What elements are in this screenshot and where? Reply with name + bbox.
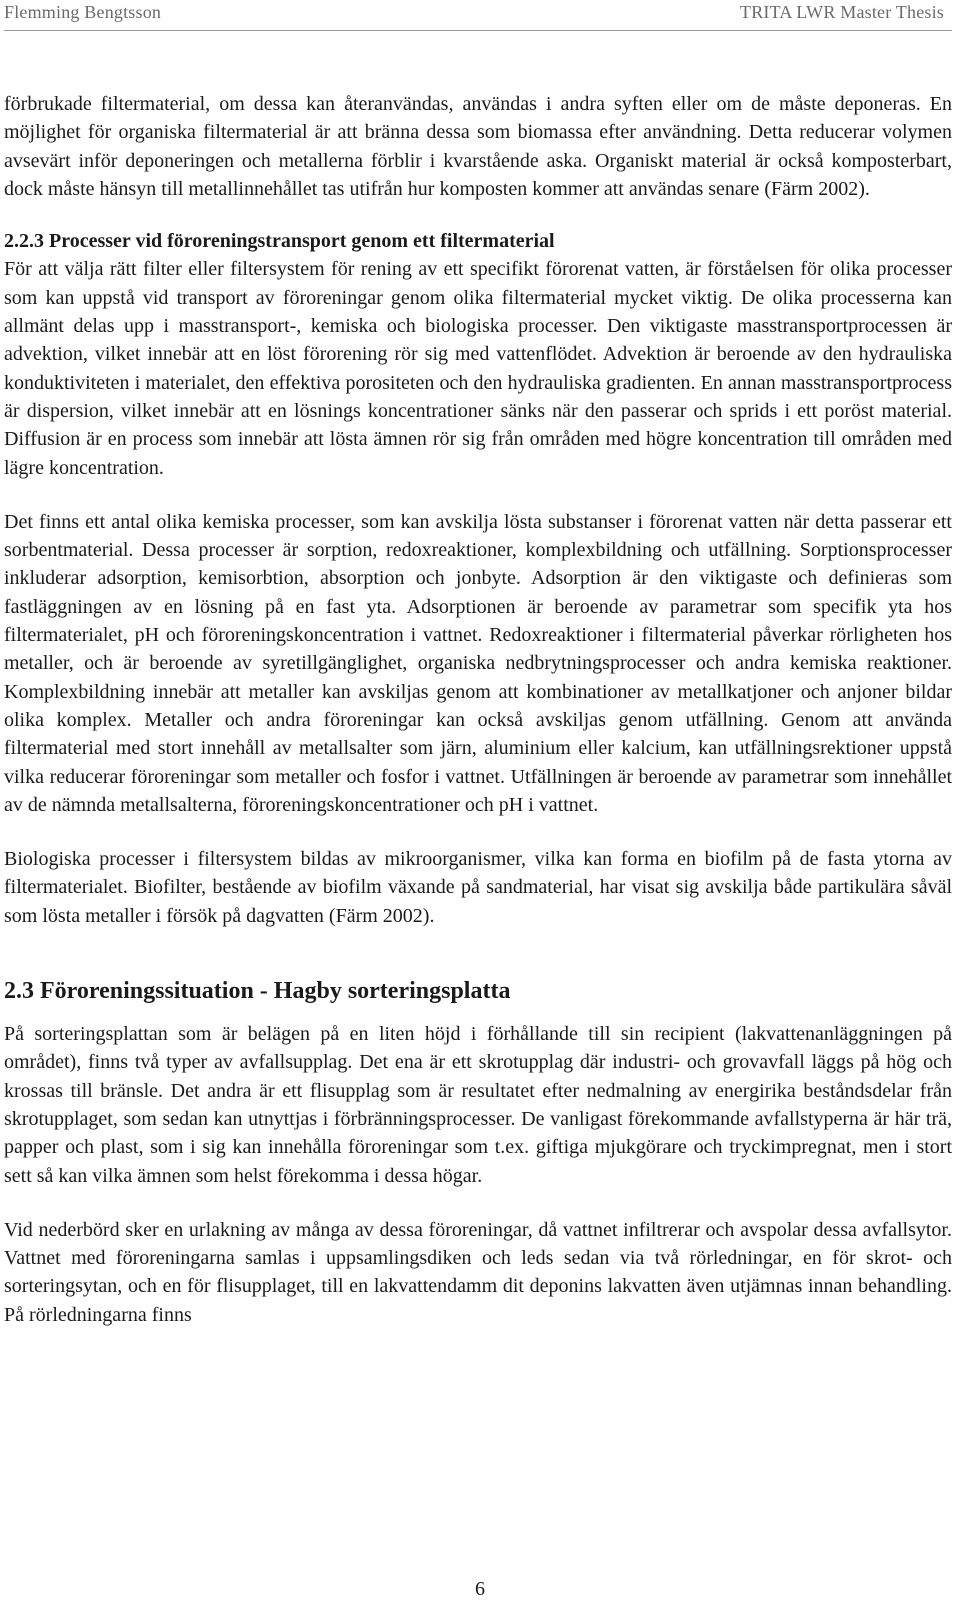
paragraph-biological-processes: Biologiska processer i filtersystem bildas av mikroorganismer, vilka kan forma en biofilm på de fasta ytorna av filtermaterialet. Biofilter, bestående av biofilm växande på sandmaterial, har visat sig avskilja både partikulära såväl som lösta metaller i försök på dagvatten (Färm 2002). [4, 848, 952, 927]
paragraph-chemical-processes: Det finns ett antal olika kemiska processer, som kan avskilja lösta substanser i förorenat vatten när detta passerar ett sorbentmaterial. Dessa processer är sorption, redoxreaktioner, komplexbildning och utfällning. Sorptionsprocesser inkluderar adsorption, kemisorbtion, absorption och jonbyte. Adsorption är den viktigaste och definieras som fastläggningen av en lösning på en fast yta. Adsorptionen är beroende av parametrar som specifik yta hos filtermaterialet, pH och föroreningskoncentration i vattnet. Redoxreaktioner i filtermaterial påverkar rörligheten hos metaller, och är beroende av syretillgänglighet, organiska nedbrytningsprocesser och andra kemiska reaktioner. Komplexbildning innebär att metaller kan avskiljas genom att kombinationer av metallkatjoner och anjoner bildar olika komplex. Metaller och andra föroreningar kan också avskiljas genom utfällning. Genom att använda filtermaterial med stort innehåll av metallsalter som järn, aluminium eller kalcium, kan utfällningsrektioner uppstå vilka reducerar föroreningar som metaller och fosfor i vattnet. Utfällningen är beroende av parametrar som innehållet av de nämnda metallsalterna, föroreningskoncentrationer och pH i vattnet. [4, 510, 952, 816]
page-body [4, 90, 952, 1329]
running-header [0, 0, 960, 26]
header-author: Flemming Bengtsson [4, 2, 162, 22]
header-divider [4, 30, 952, 31]
paragraph-transport-processes: För att välja rätt filter eller filtersystem för rening av ett specifikt förorenat vatten, är förståelsen för olika processer som kan uppstå vid transport av föroreningar genom olika filtermaterial mycket viktig. De olika processerna kan allmänt delas upp i masstransport-, kemiska och biologiska processer. Den viktigaste masstransportprocessen är advektion, vilket innebär att en löst förorening rör sig med vattenflödet. Advektion är beroende av den hydrauliska konduktiviteten i materialet, den effektiva porositeten och den hydrauliska gradienten. En annan masstransportprocess är dispersion, vilket innebär att en lösnings koncentrationer sänks när den passerar och sprids i ett poröst material. Diffusion är en process som innebär att lösta ämnen rör sig från områden med högre koncentration till områden med lägre koncentration. [4, 258, 952, 479]
header-thesis-title: TRITA LWR Master Thesis [740, 2, 944, 22]
page-number: 6 [475, 1578, 485, 1600]
paragraph-pollution-situation: På sorteringsplattan som är belägen på en liten höjd i förhållande till sin recipient (lakvattenanläggningen på området), finns två typer av avfallsupplag. Det ena är ett skrotupplag där industri- och grovavfall läggs på hög och krossas till bränsle. Det andra är ett flisupplag som är resultatet efter nedmalning av energirika beståndsdelar från skrotupplaget, som sedan kan utnyttjas i förbränningsprocesser. De vanligast förekommande avfallstyperna är här trä, papper och plast, som i sig kan innehålla föroreningar som t.ex. giftiga mjukgörare och tryckimpregnat, men i stort sett så kan vilka ämnen som helst förekomma i dessa högar. [4, 1023, 952, 1187]
paragraph-precipitation: Vid nederbörd sker en urlakning av många av dessa föroreningar, då vattnet infiltrerar och avspolar dessa avfallsytor. Vattnet med föroreningarna samlas i uppsamlingsdiken och leds sedan via två rörledningar, en för skrot- och sorteringsytan, och en för flisupplaget, till en lakvattendamm dit deponins lakvatten även utjämnas innan behandling. På rörledningarna finns [4, 1218, 952, 1326]
section-heading: 2.3 Föroreningssituation - Hagby sorteringsplatta [4, 978, 511, 1005]
subsection-heading: 2.2.3 Processer vid föroreningstransport genom ett filtermaterial [4, 230, 555, 253]
paragraph-intro: förbrukade filtermaterial, om dessa kan återanvändas, användas i andra syften eller om de måste deponeras. En möjlighet för organiska filtermaterial är att bränna dessa som biomassa efter användning. Detta reducerar volymen avsevärt inför deponeringen och metallerna förblir i kvarstående aska. Organiskt material är också komposterbart, dock måste hänsyn till metallinnehållet tas utifrån hur komposten kommer att användas senare (Färm 2002). [4, 93, 952, 200]
